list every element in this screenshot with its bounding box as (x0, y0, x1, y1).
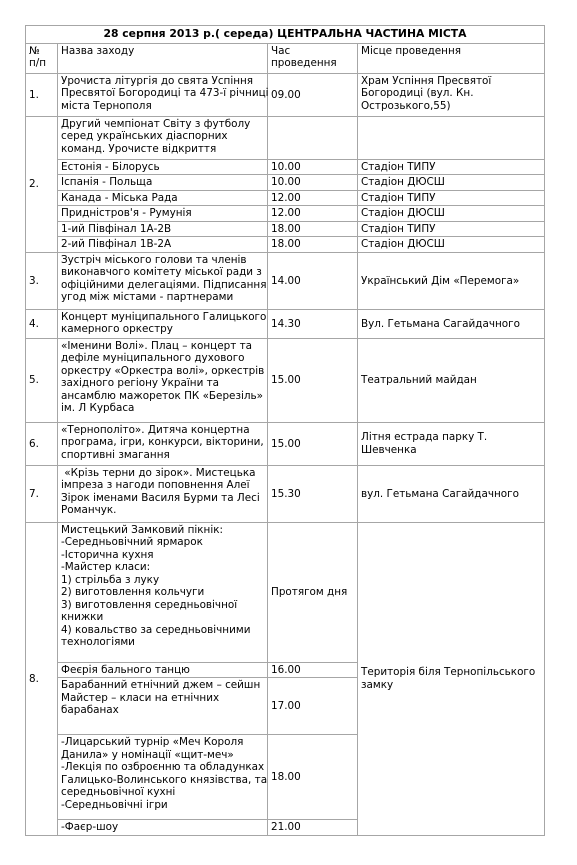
row-number: 5. (26, 338, 58, 422)
event-name-line: «Іменини Волі». Плац – концерт та (61, 339, 252, 352)
event-name-line: Концерт муніципального Галицького (61, 310, 267, 323)
match-place: Стадіон ДЮСШ (358, 206, 545, 221)
event-name-line: книжки (61, 611, 104, 624)
table-row (26, 73, 545, 116)
event-place-line: Богородиці (вул. Кн. (361, 87, 474, 100)
event-name-line: серед українських діаспорних (61, 130, 228, 143)
event-name-line: -Історична кухня (61, 548, 154, 561)
event-name-line: камерного оркестру (61, 323, 173, 336)
event-name (58, 422, 268, 465)
event-name (58, 309, 268, 338)
table-row (26, 159, 545, 174)
event-name-line: офіційними делегаціями. Підписання (61, 278, 267, 291)
header-row (26, 43, 545, 73)
event-name (58, 338, 268, 422)
event-name-line: Майстер – класи на етнічних (61, 691, 220, 704)
event-place: вул. Гетьмана Сагайдачного (358, 465, 545, 522)
event-name-line: -Лекція по озброєнню та обладунках (61, 761, 265, 774)
match-name: Іспанія - Польща (58, 175, 268, 190)
event-name (58, 116, 268, 159)
event-time: 14.00 (268, 252, 358, 309)
header-time-line: Час (271, 44, 291, 57)
table-row (26, 422, 545, 465)
table-row (26, 237, 545, 252)
header-time (268, 43, 358, 73)
event-place: Театральний майдан (358, 338, 545, 422)
event-time: 09.00 (268, 73, 358, 116)
table-row (26, 116, 545, 159)
schedule-table (25, 25, 545, 836)
event-name-line: виконавчого комітету міської ради з (61, 266, 262, 279)
event-name-line: програма, ігри, конкурси, вікторини, (61, 436, 264, 449)
event-name-line: угод між містами - партнерами (61, 291, 234, 304)
event-name-line: «Крізь терни до зірок». Мистецька (61, 466, 256, 479)
event-time: 14.30 (268, 309, 358, 338)
event-name-line: -Лицарський турнір «Меч Короля (61, 736, 244, 749)
event-name-line: 1) стрільба з луку (61, 573, 160, 586)
event-name-line: 3) виготовлення середньовічної (61, 598, 238, 611)
table-row (26, 252, 545, 309)
event-name-line: дефіле муніципального духового (61, 352, 245, 365)
row-number: 7. (26, 465, 58, 522)
event-name-line: спортивні змагання (61, 448, 170, 461)
event-name-line: Данила» у номінації «щит-меч» (61, 748, 234, 761)
event-place: Вул. Гетьмана Сагайдачного (358, 309, 545, 338)
event-name (58, 252, 268, 309)
event-time: 15.00 (268, 422, 358, 465)
event-place-line: замку (361, 678, 394, 691)
table-row (26, 522, 545, 662)
event-name-line: ім. Л Курбаса (61, 402, 135, 415)
header-time-line: проведення (271, 57, 337, 70)
event-place: Український Дім «Перемога» (358, 252, 545, 309)
event-time (268, 116, 358, 159)
event-name-line: Пресвятої Богородиці та 473-ї річниці (61, 87, 269, 100)
schedule-title: 28 серпня 2013 р.( середа) ЦЕНТРАЛЬНА ЧАСТИНА МІСТА (26, 26, 545, 44)
event-time: 15.00 (268, 338, 358, 422)
event-name-line: Зірок іменами Василя Бурми та Лесі (61, 491, 260, 504)
match-time: 10.00 (268, 159, 358, 174)
event-name-line: Барабанний етнічний джем – сейшн (61, 679, 261, 692)
match-name: Придністров'я - Румунія (58, 206, 268, 221)
row-number: 3. (26, 252, 58, 309)
event-name-line: Урочиста літургія до свята Успіння (61, 74, 254, 87)
event-name: Феєрія бального танцю (58, 662, 268, 677)
event-place (358, 73, 545, 116)
table-row (26, 206, 545, 221)
match-place: Стадіон ТИПУ (358, 221, 545, 236)
match-name: Естонія - Білорусь (58, 159, 268, 174)
event-place-line: Літня естрада парку Т. (361, 431, 488, 444)
event-time: 15.30 (268, 465, 358, 522)
match-time: 10.00 (268, 175, 358, 190)
row-number: 1. (26, 73, 58, 116)
event-name: -Фаєр-шоу (58, 820, 268, 835)
event-name-line: -Майстер класи: (61, 561, 151, 574)
match-name: 1-ий Півфінал 1А-2В (58, 221, 268, 236)
header-num-line: № (29, 44, 40, 57)
row-number: 4. (26, 309, 58, 338)
table-row (26, 309, 545, 338)
schedule (25, 25, 544, 836)
event-place-line: Храм Успіння Пресвятої (361, 74, 492, 87)
event-place (358, 422, 545, 465)
table-row (26, 465, 545, 522)
match-time: 12.00 (268, 206, 358, 221)
event-name-line: Мистецький Замковий пікнік: (61, 523, 224, 536)
event-place-line: Шевченка (361, 443, 417, 456)
event-time: Протягом дня (268, 522, 358, 662)
event-name-line: західного регіону України та (61, 377, 220, 390)
event-name-line: міста Тернополя (61, 99, 152, 112)
event-name-line: ансамблю мажореток ПК «Березіль» (61, 389, 263, 402)
match-place: Стадіон ДЮСШ (358, 237, 545, 252)
event-name (58, 73, 268, 116)
event-name-line: «Тернополіто». Дитяча концертна (61, 423, 250, 436)
match-time: 18.00 (268, 237, 358, 252)
match-place: Стадіон ТИПУ (358, 190, 545, 205)
event-name-line: 2) виготовлення кольчуги (61, 586, 205, 599)
row-number: 2. (26, 116, 58, 252)
event-name-line: -Середньовічний ярмарок (61, 536, 203, 549)
event-name (58, 465, 268, 522)
event-name-line: оркестру «Оркестра волі», оркестрів (61, 364, 265, 377)
table-row (26, 175, 545, 190)
match-place: Стадіон ДЮСШ (358, 175, 545, 190)
event-name-line: 4) ковальство за середньовічними (61, 623, 251, 636)
event-name-line: Другий чемпіонат Світу з футболу (61, 117, 251, 130)
event-name (58, 522, 268, 662)
table-row (26, 338, 545, 422)
row-number: 6. (26, 422, 58, 465)
title-row (26, 26, 545, 44)
match-name: Канада - Міська Рада (58, 190, 268, 205)
event-name-line: Романчук. (61, 504, 117, 517)
event-name-line: команд. Урочисте відкриття (61, 142, 217, 155)
event-time: 21.00 (268, 820, 358, 835)
event-name-line: Галицько-Волинського князівства, та (61, 773, 268, 786)
event-time: 16.00 (268, 662, 358, 677)
header-num-line: п/п (29, 57, 47, 70)
match-time: 12.00 (268, 190, 358, 205)
event-name-line: технологіями (61, 636, 135, 649)
match-place: Стадіон ТИПУ (358, 159, 545, 174)
event-time: 18.00 (268, 735, 358, 820)
event-name-line: Зустріч міського голови та членів (61, 253, 247, 266)
event-place-line: Острозького,55) (361, 99, 451, 112)
match-name: 2-ий Півфінал 1В-2А (58, 237, 268, 252)
row-number: 8. (26, 522, 58, 835)
event-place-line: Територія біля Тернопільського (361, 666, 536, 679)
match-time: 18.00 (268, 221, 358, 236)
header-num (26, 43, 58, 73)
table-row (26, 221, 545, 236)
header-name: Назва заходу (58, 43, 268, 73)
event-name-line: середньовічної кухні (61, 786, 176, 799)
event-name-line: імпреза з нагоди поповнення Алеї (61, 479, 250, 492)
event-name-line: барабанах (61, 704, 119, 717)
event-place (358, 116, 545, 159)
event-time: 17.00 (268, 678, 358, 735)
table-row (26, 190, 545, 205)
event-place (358, 522, 545, 835)
header-place: Місце проведення (358, 43, 545, 73)
event-name-line: -Середньовічні ігри (61, 798, 168, 811)
event-name (58, 735, 268, 820)
event-name (58, 678, 268, 735)
